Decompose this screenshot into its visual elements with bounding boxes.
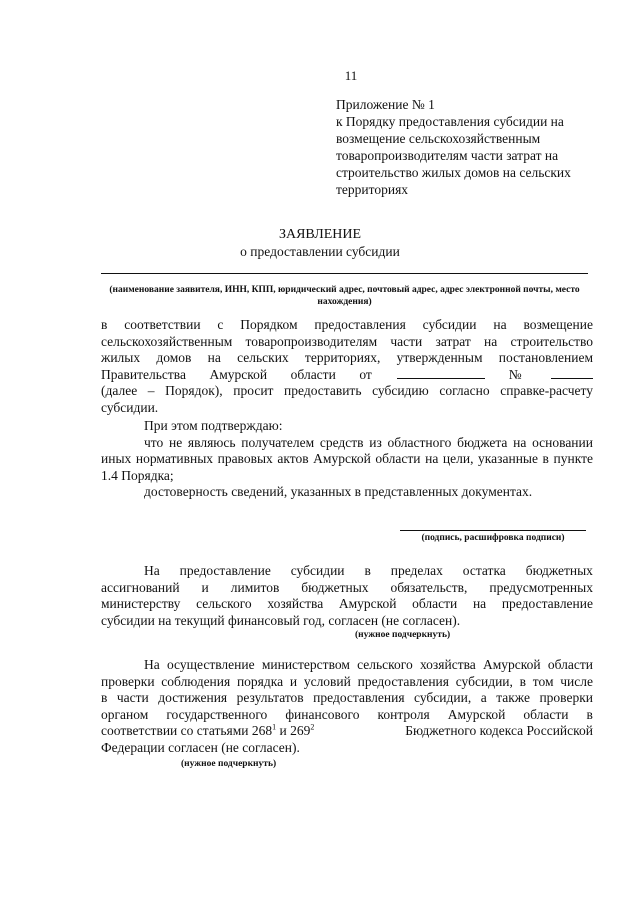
word: субсидии: [290, 563, 345, 578]
text-span: в части достижения результатов предоставления субсидии, а также проверки: [101, 690, 593, 706]
word: предоставление: [179, 563, 271, 578]
text-line: [101, 317, 593, 334]
text-line: [101, 580, 593, 597]
text-span: соответствии со статьями 268: [101, 723, 273, 739]
number-group: [509, 367, 593, 384]
document-subtitle: о предоставлении субсидии: [240, 244, 400, 259]
confirm-item: достоверность сведений, указанных в представленных документах.: [144, 484, 533, 500]
applicant-name-line: [101, 273, 588, 274]
confirmation-block: [101, 418, 593, 501]
applicant-caption-line: нахождения): [317, 297, 372, 307]
text-line: [101, 400, 593, 417]
word: финансового: [285, 706, 360, 722]
underline-note: (нужное подчеркнуть): [181, 758, 277, 769]
page-number: 11: [344, 68, 358, 83]
applicant-caption: [101, 284, 588, 308]
text-line: [101, 563, 593, 580]
text-span: субсидии.: [101, 399, 159, 415]
signature-line: [400, 530, 586, 531]
text-line: [101, 740, 593, 757]
text-span: проверки соблюдения порядка и условий предоставления субсидии, в том числе: [101, 673, 593, 689]
text-span: Федерации согласен (не согласен).: [101, 739, 300, 755]
text-line: [101, 657, 593, 674]
document-title: ЗАЯВЛЕНИЕ: [278, 227, 362, 242]
word: Правительства: [101, 366, 186, 382]
confirm-item: что не являюсь получателем средств из областного бюджета на основании иных нормативных правовых актов Амурской области на цели, указанные в пункте 1.4 Порядка;: [101, 434, 593, 483]
signature-caption: (подпись, расшифровка подписи): [421, 533, 565, 543]
word: бюджетных: [301, 579, 369, 595]
word: лимитов: [230, 579, 280, 595]
text-line: [101, 707, 593, 724]
word: бюджетных: [525, 563, 593, 578]
appendix-line: территориях: [336, 182, 409, 197]
underline-note: (нужное подчеркнуть): [355, 630, 451, 641]
word: На: [144, 563, 160, 578]
text-span: (далее – Порядок), просит предоставить субсидию согласно справке-расчету: [101, 383, 593, 399]
word: области: [523, 706, 569, 722]
text-span: сельскохозяйственным товаропроизводителям части затрат на строительство: [101, 333, 593, 349]
text-span: в соответствии с Порядком предоставления субсидии на возмещение: [101, 317, 593, 332]
word: Амурской: [209, 366, 268, 382]
word: и: [201, 579, 209, 595]
text-line: [101, 723, 593, 740]
word: ассигнований: [101, 579, 180, 595]
text-line: [101, 596, 593, 613]
appendix-block: [336, 96, 606, 198]
appendix-line: к Порядку предоставления субсидии на: [336, 114, 564, 129]
appendix-line: товаропроизводителям части затрат на: [336, 148, 559, 163]
text-span: министерству сельского хозяйства Амурской области на предоставление: [101, 596, 593, 612]
text-line: [101, 334, 593, 351]
confirm-intro: При этом подтверждаю:: [144, 418, 283, 433]
appendix-line: строительство жилых домов на сельских: [336, 165, 571, 180]
text-span: и 269: [276, 723, 311, 739]
text-line: [101, 674, 593, 691]
superscript: 1: [272, 722, 277, 732]
text-span: жилых домов на сельских территориях, утвержденным постановлением: [101, 350, 593, 366]
text-line: [101, 383, 593, 400]
text-line: [101, 367, 593, 384]
word: предусмотренных: [489, 579, 593, 595]
word: №: [508, 366, 522, 382]
text-line: [101, 350, 593, 367]
paragraph-request: [101, 317, 593, 417]
word: обязательств,: [390, 579, 468, 595]
text-span: На осуществление министерством сельского хозяйства Амурской области: [144, 657, 593, 672]
text-span: субсидии на текущий финансовый год, согласен (не согласен).: [101, 612, 461, 628]
appendix-line: Приложение № 1: [336, 97, 435, 112]
word: в: [586, 706, 593, 722]
word: от: [359, 366, 372, 382]
appendix-line: возмещение сельскохозяйственным: [336, 131, 541, 146]
word: государственного: [166, 706, 268, 722]
superscript: 2: [310, 722, 315, 732]
text-line: [101, 690, 593, 707]
word: области: [290, 366, 336, 382]
paragraph-budget-consent: [101, 563, 593, 644]
date-blank: [397, 368, 485, 379]
word: Амурской: [447, 706, 506, 722]
word: остатка: [462, 563, 506, 578]
word: пределах: [390, 563, 443, 578]
date-group: [359, 367, 485, 384]
word: органом: [101, 706, 149, 722]
text-span: Бюджетного кодекса Российской: [405, 723, 593, 739]
applicant-caption-line: (наименование заявителя, ИНН, КПП, юридический адрес, почтовый адрес, адрес электронной почты, место: [109, 285, 580, 295]
word: в: [364, 563, 371, 578]
number-blank: [551, 368, 593, 379]
statute-reference: [101, 723, 314, 740]
paragraph-inspection-consent: [101, 657, 593, 772]
word: контроля: [377, 706, 430, 722]
